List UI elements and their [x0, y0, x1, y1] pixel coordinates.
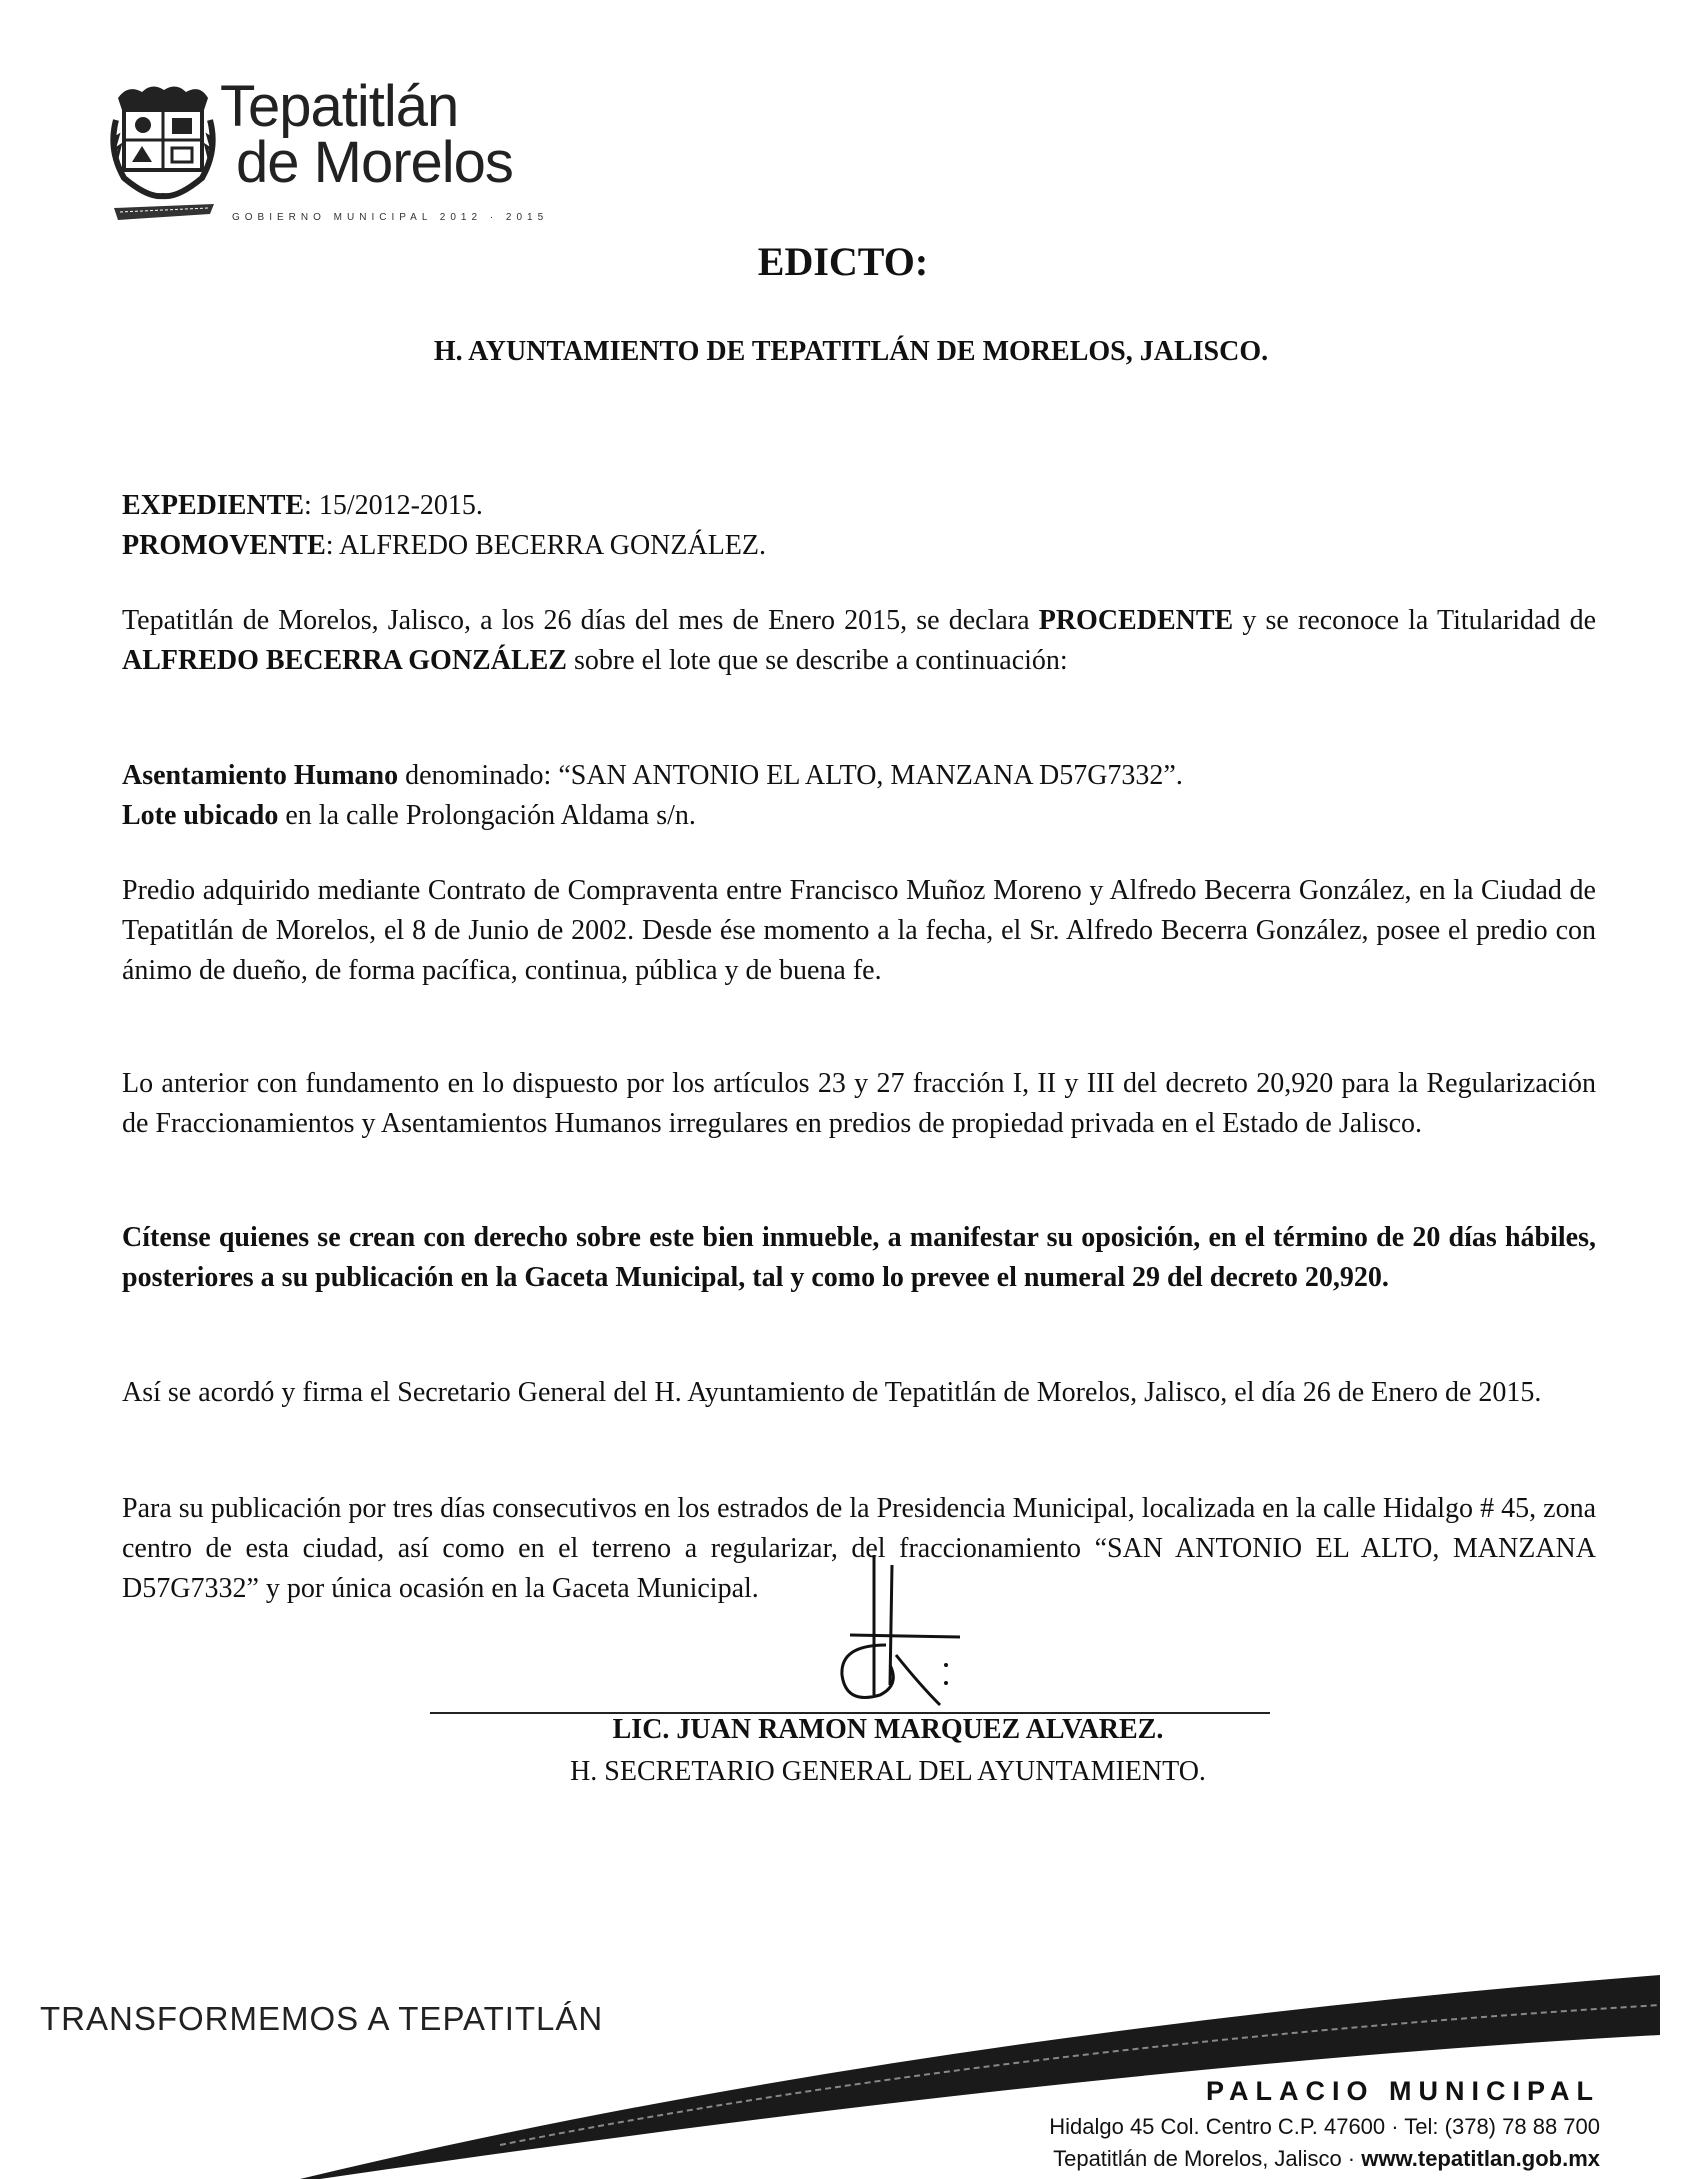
document-title: EDICTO: [757, 239, 929, 284]
handwritten-signature-icon [830, 1545, 1010, 1725]
footer-city: Tepatitlán de Morelos, Jalisco · [1053, 2146, 1362, 2171]
logo-name-line2: de Morelos [236, 130, 513, 195]
promovente-line [122, 526, 1596, 566]
footer-website-link[interactable]: www.tepatitlan.gob.mx [1361, 2146, 1600, 2171]
footer-slogan: TRANSFORMEMOS A TEPATITLÁN [40, 2000, 604, 2037]
agreement-paragraph: Así se acordó y firma el Secretario General del H. Ayuntamiento de Tepatitlán de Morelos, Jalisco, el día 26 de Enero de 2015. [122, 1377, 1542, 1408]
footer-city-line [1053, 2146, 1600, 2172]
lote-value: en la calle Prolongación Aldama s/n. [278, 800, 696, 831]
intro-text-1: Tepatitlán de Morelos, Jalisco, a los 26 días del mes de Enero 2015, se declara [122, 605, 1039, 636]
citation-paragraph: Cítense quienes se crean con derecho sobre este bien inmueble, a manifestar su oposición, en el término de 20 días hábiles, posteriores a su publicación en la Gaceta Municipal, tal y como lo prevee el numeral 29 del decreto 20,920. [122, 1222, 1596, 1293]
expediente-label: EXPEDIENTE [122, 490, 305, 521]
asentamiento-label: Asentamiento Humano [122, 760, 399, 791]
case-info [122, 486, 1596, 566]
lote-label: Lote ubicado [122, 800, 279, 831]
logo-ribbon-icon [114, 204, 214, 220]
asentamiento-value: denominado: “SAN ANTONIO EL ALTO, MANZANA D57G7332”. [398, 760, 1183, 791]
expediente-line [122, 486, 1596, 526]
signer-name: LIC. JUAN RAMON MARQUEZ ALVAREZ. [612, 1714, 1164, 1745]
coat-of-arms-icon [108, 80, 218, 200]
footer-address: Hidalgo 45 Col. Centro C.P. 47600 · Tel: (378) 78 88 700 [1049, 2114, 1600, 2139]
lote-line [122, 796, 1596, 836]
logo-name-line1: Tepatitlán [220, 74, 459, 139]
intro-paragraph [122, 601, 1596, 681]
asentamiento-line [122, 756, 1596, 796]
logo-tagline: GOBIERNO MUNICIPAL 2012 · 2015 [232, 212, 549, 223]
municipal-logo [108, 72, 628, 232]
intro-text-2: y se reconoce la Titularidad de [1233, 605, 1596, 636]
promovente-label: PROMOVENTE [122, 530, 326, 561]
signer-role: H. SECRETARIO GENERAL DEL AYUNTAMIENTO. [570, 1756, 1206, 1787]
document-subtitle: H. AYUNTAMIENTO DE TEPATITLÁN DE MORELOS, JALISCO. [433, 336, 1269, 367]
promovente-value: : ALFREDO BECERRA GONZÁLEZ. [325, 530, 767, 561]
intro-procedente: PROCEDENTE [1038, 605, 1234, 636]
predio-paragraph: Predio adquirido mediante Contrato de Compraventa entre Francisco Muñoz Moreno y Alfredo Becerra González, en la Ciudad de Tepatitlán de Morelos, el 8 de Junio de 2002. Desde ése momento a la fecha, el Sr. Alfredo Becerra González, posee el predio con ánimo de dueño, de forma pacífica, continua, pública y de buena fe. [122, 875, 1596, 986]
intro-titular-name: ALFREDO BECERRA GONZÁLEZ [122, 645, 567, 676]
expediente-value: : 15/2012-2015. [304, 490, 483, 521]
fundamento-paragraph: Lo anterior con fundamento en lo dispuesto por los artículos 23 y 27 fracción I, II y III del decreto 20,920 para la Regularización de Fraccionamientos y Asentamientos Humanos irregulares en predios de propiedad privada en el Estado de Jalisco. [122, 1068, 1596, 1139]
settlement-info [122, 756, 1596, 836]
footer-palacio-title: PALACIO MUNICIPAL [1206, 2076, 1600, 2106]
publication-paragraph: Para su publicación por tres días consecutivos en los estrados de la Presidencia Municipal, localizada en la calle Hidalgo # 45, zona centro de esta ciudad, así como en el terreno a regularizar, del fraccionamiento “SAN ANTONIO EL ALTO, MANZANA D57G7332” y por única ocasión en la Gaceta Municipal. [122, 1493, 1596, 1604]
intro-text-3: sobre el lote que se describe a continuación: [566, 645, 1068, 676]
